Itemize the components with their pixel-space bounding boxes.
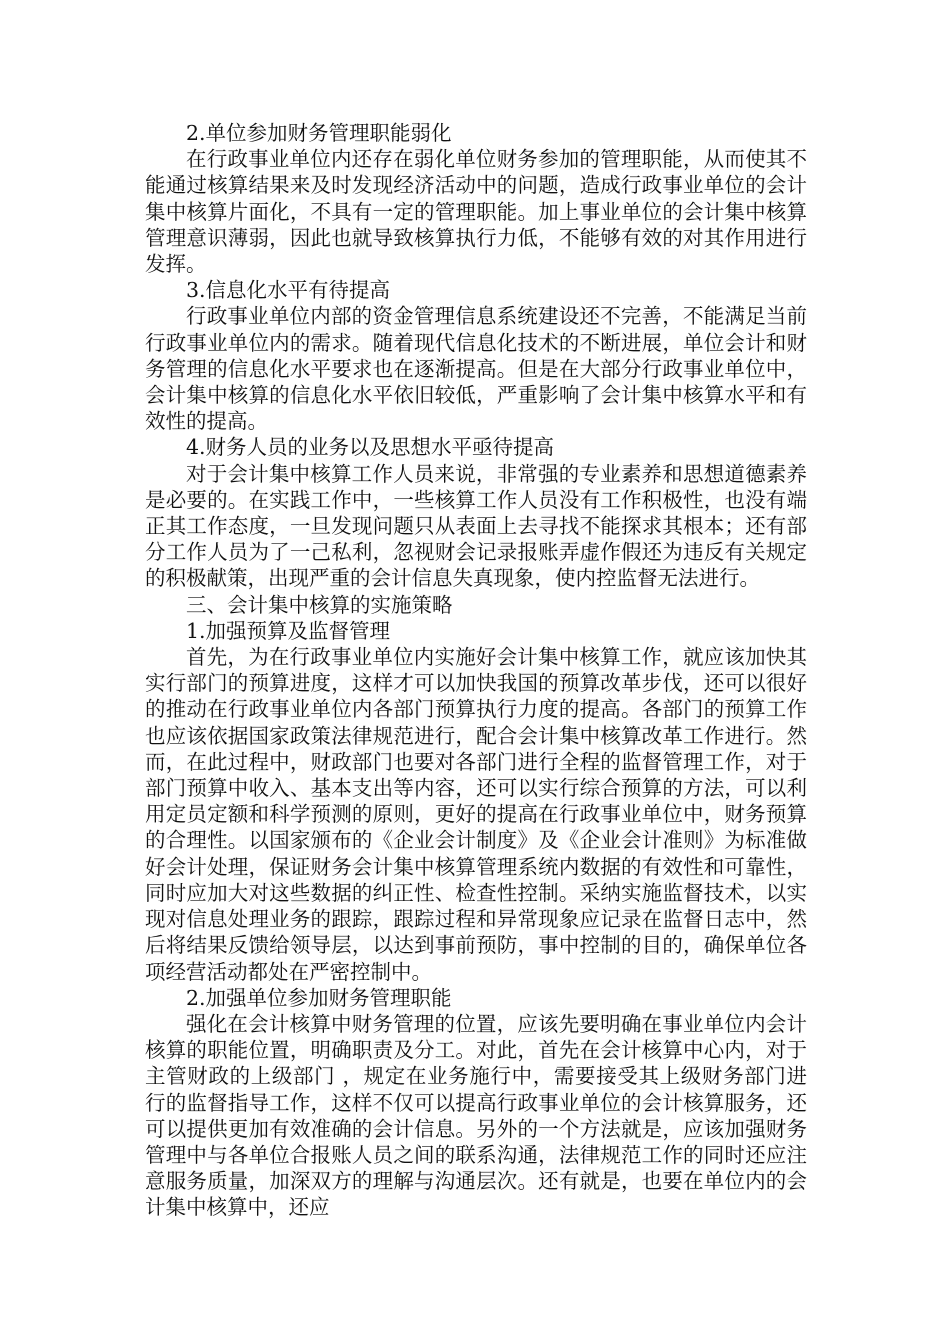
subsection-heading-1: 1.加强预算及监督管理 [186,618,391,643]
paragraph-2: 行政事业单位内部的资金管理信息系统建设还不完善，不能满足当前行政事业单位内的需求。随着现代信息化技术的不断进展，单位会计和财务管理的信息化水平要求也在逐渐提高。但是在大部分行政事业单位中，会计集中核算的信息化水平依旧较低，严重影响了会计集中核算水平和有效性的提高。 [145,304,807,434]
subsection-heading-2: 2.加强单位参加财务管理职能 [186,985,452,1010]
paragraph-3: 对于会计集中核算工作人员来说，非常强的专业素养和思想道德素养是必要的。在实践工作中，一些核算工作人员没有工作积极性，也没有端正其工作态度，一旦发现问题只从表面上去寻找不能探求其根本；还有部分工作人员为了一己私利，忽视财会记录报账弄虚作假还为违反有关规定的积极献策，出现严重的会计信息失真现象，使内控监督无法进行。 [145,461,807,591]
paragraph-5: 强化在会计核算中财务管理的位置，应该先要明确在事业单位内会计核算的职能位置，明确职责及分工。对此，首先在会计核算中心内，对于主管财政的上级部门 ，规定在业务施行中，需要接受其上级财务部门进行的监督指导工作，这样不仅可以提高行政事业单位的会计核算服务，还可以提供更加有效准确的会计信息。另外的一个方法就是，应该加强财务管理中与各单位合报账人员之间的联系沟通，法律规范工作的同时还应注意服务质量，加深双方的理解与沟通层次。还有就是，也要在单位内的会计集中核算中，还应 [145,1011,807,1220]
paragraph-4: 首先，为在行政事业单位内实施好会计集中核算工作，就应该加快其实行部门的预算进度，这样才可以加快我国的预算改革步伐，还可以很好的推动在行政事业单位内各部门预算执行力度的提高。各部门的预算工作也应该依据国家政策法律规范进行，配合会计集中核算改革工作进行。然而，在此过程中，财政部门也要对各部门进行全程的监督管理工作，对于部门预算中收入、基本支出等内容，还可以实行综合预算的方法，可以利用定员定额和科学预测的原则，更好的提高在行政事业单位中，财务预算的合理性。以国家颁布的《企业会计制度》及《企业会计准则》为标准做好会计处理，保证财务会计集中核算管理系统内数据的有效性和可靠性，同时应加大对这些数据的纠正性、检查性控制。采纳实施监督技术，以实现对信息处理业务的跟踪，跟踪过程和异常现象应记录在监督日志中，然后将结果反馈给领导层，以达到事前预防，事中控制的目的，确保单位各项经营活动都处在严密控制中。 [145,645,807,984]
section-heading-2: 2.单位参加财务管理职能弱化 [186,121,452,145]
chapter-heading-3: 三、会计集中核算的实施策略 [186,592,453,617]
section-heading-3: 3.信息化水平有待提高 [186,278,391,303]
document-body [145,120,807,1221]
section-heading-4: 4.财务人员的业务以及思想水平亟待提高 [186,435,555,460]
paragraph-1: 在行政事业单位内还存在弱化单位财务参加的管理职能，从而使其不能通过核算结果来及时发现经济活动中的问题，造成行政事业单位的会计集中核算片面化，不具有一定的管理职能。加上事业单位的会计集中核算管理意识薄弱，因此也就导致核算执行力低，不能够有效的对其作用进行发挥。 [145,147,807,277]
